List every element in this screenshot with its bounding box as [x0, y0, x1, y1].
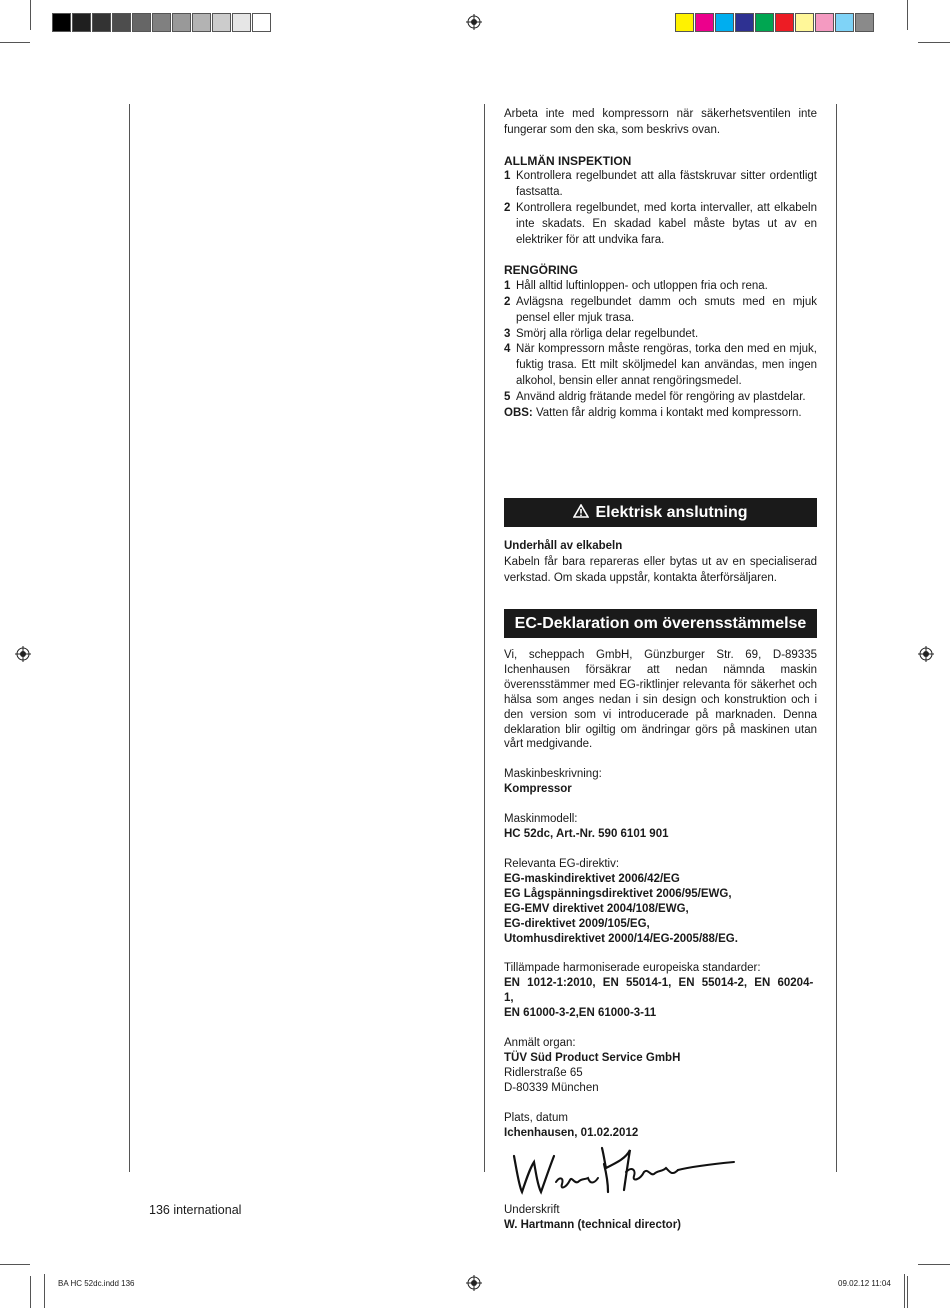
- list-item-text: Kontrollera regelbundet att alla fästskruvar sitter ordentligt fastsatta.: [516, 170, 817, 199]
- print-datetime: 09.02.12 11:04: [838, 1279, 891, 1288]
- signature-block: [504, 1203, 817, 1233]
- signature-label: Underskrift: [504, 1204, 560, 1216]
- notified-body-city: D-80339 München: [504, 1081, 599, 1094]
- list-item-text: Använd aldrig frätande medel för rengöring av plastdelar.: [516, 390, 806, 403]
- list-item: [504, 201, 817, 248]
- directive-item: Utomhusdirektivet 2000/14/EG-2005/88/EG.: [504, 932, 738, 945]
- place-date-label: Plats, datum: [504, 1111, 568, 1124]
- column-rule: [484, 104, 485, 1172]
- list-item-text: När kompressorn måste rengöras, torka den med en mjuk, fuktig trasa. Ett milt sköljmedel kan användas, men ingen alkohol, bensin eller annat rengöringsmedel.: [516, 343, 817, 387]
- signature-name: W. Hartmann (technical director): [504, 1219, 682, 1231]
- electrical-text: Kabeln får bara repareras eller bytas ut av en specialiserad verkstad. Om skada uppstår, kontakta återförsäljaren.: [504, 555, 817, 584]
- color-swatch: [172, 13, 191, 32]
- crop-mark: [918, 1264, 950, 1265]
- declaration-section-header: [504, 609, 817, 638]
- electrical-title: Elektrisk anslutning: [595, 504, 748, 521]
- registration-mark-icon: [466, 1275, 482, 1291]
- color-swatch: [212, 13, 231, 32]
- inspection-heading: ALLMÄN INSPEKTION: [504, 153, 632, 168]
- color-swatch: [735, 13, 754, 32]
- declaration-title: EC-Deklaration om överensstämmelse: [514, 615, 807, 632]
- print-file-label: BA HC 52dc.indd 136: [58, 1279, 135, 1288]
- crop-mark: [904, 1274, 905, 1308]
- intro-paragraph: Arbeta inte med kompressorn när säkerhetsventilen inte fungerar som den ska, som beskrivs ovan.: [504, 108, 817, 136]
- machine-model-value: HC 52dc, Art.-Nr. 590 6101 901: [504, 828, 669, 841]
- cleaning-heading: RENGÖRING: [504, 263, 579, 278]
- list-item-text: Smörj alla rörliga delar regelbundet.: [516, 327, 699, 340]
- color-swatch: [232, 13, 251, 32]
- list-item-number: 5: [504, 390, 511, 403]
- standards-line: EN 1012-1:2010, EN 55014-1, EN 55014-2, EN 60204-1,: [504, 977, 814, 1005]
- machine-model-label: Maskinmodell:: [504, 813, 578, 826]
- list-item-number: 2: [504, 295, 511, 308]
- declaration-section: [504, 648, 817, 1140]
- machine-desc-label: Maskinbeskrivning:: [504, 768, 602, 781]
- list-item-number: 3: [504, 327, 511, 340]
- list-item: [504, 390, 817, 406]
- crop-mark: [907, 1276, 908, 1308]
- crop-mark: [918, 42, 950, 43]
- list-item: [504, 295, 817, 327]
- electrical-section: [504, 539, 817, 586]
- registration-mark-icon: [466, 14, 482, 30]
- handwritten-signature: [508, 1142, 740, 1200]
- list-item-number: 1: [504, 280, 511, 293]
- cleaning-list: [504, 279, 817, 405]
- warning-triangle-icon: [573, 504, 589, 518]
- place-date-value: Ichenhausen, 01.02.2012: [504, 1126, 639, 1139]
- directive-item: EG-EMV direktivet 2004/108/EWG,: [504, 902, 689, 915]
- color-swatch: [675, 13, 694, 32]
- standards-label: Tillämpade harmoniserade europeiska standarder:: [504, 962, 761, 975]
- directives-label: Relevanta EG-direktiv:: [504, 857, 620, 870]
- list-item: [504, 342, 817, 389]
- cleaning-note: [504, 406, 817, 422]
- list-item: [504, 327, 817, 343]
- color-swatch: [152, 13, 171, 32]
- process-color-bar: [675, 13, 875, 33]
- note-text: Vatten får aldrig komma i kontakt med kompressorn.: [532, 406, 802, 419]
- directive-item: EG Lågspänningsdirektivet 2006/95/EWG,: [504, 887, 732, 900]
- standards-line: EN 61000-3-2,EN 61000-3-11: [504, 1007, 657, 1020]
- notified-body-label: Anmält organ:: [504, 1037, 576, 1050]
- crop-mark: [44, 1274, 45, 1308]
- color-swatch: [52, 13, 71, 32]
- declaration-body: Vi, scheppach GmbH, Günzburger Str. 69, D-89335 Ichenhausen försäkrar att nedan nämnda maskin överensstämmer med EG-riktlinjer relevanta för säkerhet och hälsa som anges nedan i sin design och konstruktion och i den version som vi introducerade på marknaden. Denna deklaration blir ogiltig om ändringar görs på maskinen utan vårt medgivande.: [504, 649, 817, 751]
- crop-mark: [907, 0, 908, 30]
- inspection-list: [504, 169, 817, 248]
- electrical-subheading: Underhåll av elkabeln: [504, 540, 623, 552]
- notified-body-name: TÜV Süd Product Service GmbH: [504, 1051, 681, 1064]
- color-swatch: [755, 13, 774, 32]
- notified-body-street: Ridlerstraße 65: [504, 1066, 583, 1079]
- machine-desc-value: Kompressor: [504, 783, 572, 796]
- color-swatch: [715, 13, 734, 32]
- crop-mark: [30, 0, 31, 30]
- list-item-number: 1: [504, 170, 511, 183]
- directive-item: EG-direktivet 2009/105/EG,: [504, 917, 650, 930]
- list-item-text: Håll alltid luftinloppen- och utloppen fria och rena.: [516, 280, 768, 293]
- electrical-section-header: [504, 498, 817, 527]
- list-item-number: 4: [504, 343, 511, 356]
- color-swatch: [695, 13, 714, 32]
- list-item: [504, 169, 817, 201]
- directives-list: [504, 872, 817, 947]
- registration-mark-icon: [15, 646, 31, 662]
- crop-mark: [30, 1276, 31, 1308]
- color-swatch: [252, 13, 271, 32]
- color-swatch: [92, 13, 111, 32]
- list-item-text: Kontrollera regelbundet, med korta intervaller, att elkabeln inte skadats. En skadad kabel måste bytas ut av en elektriker för att undvika fara.: [516, 201, 817, 246]
- color-swatch: [192, 13, 211, 32]
- directive-item: EG-maskindirektivet 2006/42/EG: [504, 872, 680, 885]
- column-rule: [836, 104, 837, 1172]
- column-rule: [129, 104, 130, 1172]
- color-swatch: [795, 13, 814, 32]
- crop-mark: [0, 42, 30, 43]
- color-swatch: [835, 13, 854, 32]
- color-swatch: [132, 13, 151, 32]
- list-item-number: 2: [504, 201, 511, 214]
- crop-mark: [0, 1264, 30, 1265]
- note-label: OBS:: [504, 406, 533, 419]
- maintenance-section: [504, 107, 817, 421]
- grayscale-color-bar: [52, 13, 272, 33]
- color-swatch: [815, 13, 834, 32]
- color-swatch: [72, 13, 91, 32]
- page-number: 136 international: [149, 1203, 242, 1217]
- color-swatch: [775, 13, 794, 32]
- color-swatch: [855, 13, 874, 32]
- list-item: [504, 279, 817, 295]
- color-swatch: [112, 13, 131, 32]
- list-item-text: Avlägsna regelbundet damm och smuts med en mjuk pensel eller mjuk trasa.: [516, 295, 817, 324]
- registration-mark-icon: [918, 646, 934, 662]
